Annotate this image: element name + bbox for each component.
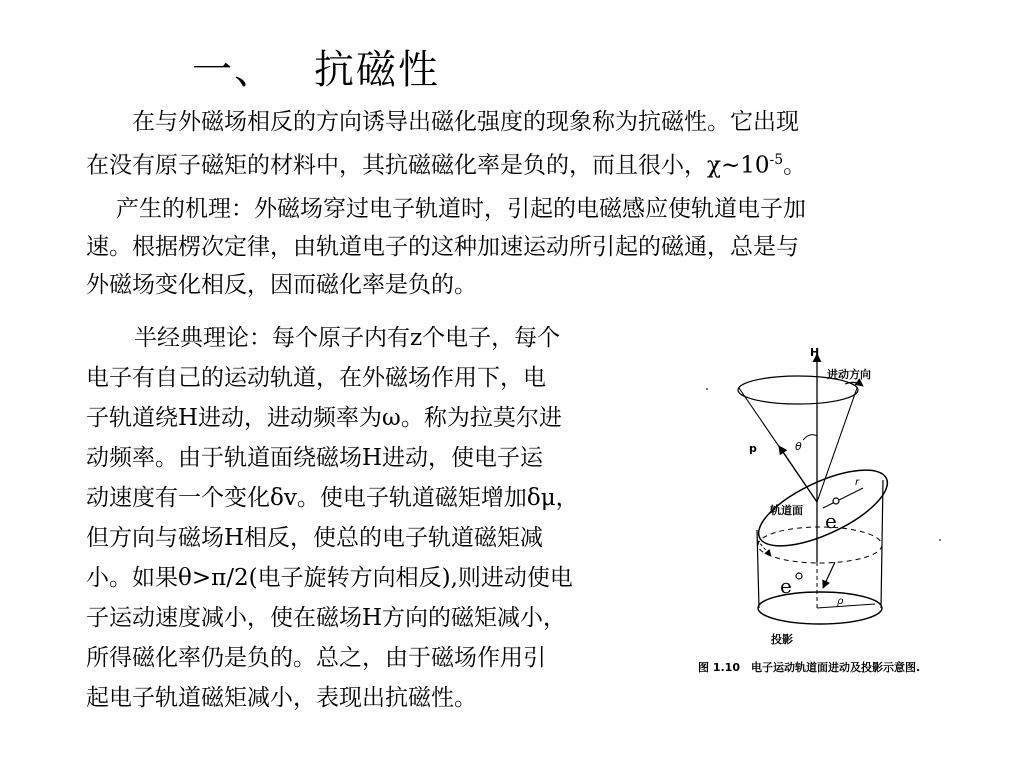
label-precession-direction: 进动方向 (827, 368, 871, 381)
paragraph-line: 动速度有一个变化δv。使电子轨道磁矩增加δμ， (86, 485, 579, 511)
paragraph-line: 子轨道绕H进动，进动频率为ω。称为拉莫尔进 (86, 405, 562, 431)
r-radius (823, 488, 863, 508)
cone-edge-right (817, 388, 857, 502)
projection-arrow-right (823, 562, 835, 588)
paragraph-line: 在与外磁场相反的方向诱导出磁化强度的现象称为抗磁性。它出现 (132, 109, 799, 135)
rho-radius (817, 604, 875, 608)
susceptibility-exponent: -5 (769, 152, 784, 168)
label-h: H (810, 346, 820, 359)
projection-dashed-ellipse (758, 527, 882, 563)
title-number: 一、 (192, 47, 276, 93)
paragraph-line: 动频率。由于轨道面绕磁场H进动，使电子运 (86, 445, 544, 471)
precession-diagram (695, 340, 985, 685)
label-rho: ρ (837, 596, 844, 607)
chi-symbol: χ (707, 152, 721, 179)
paragraph-line: 产生的机理：外磁场穿过电子轨道时，引起的电磁感应使轨道电子加 (116, 196, 806, 222)
paragraph-mechanism (86, 190, 976, 304)
label-r: r (855, 477, 860, 488)
label-projection: 投影 (771, 633, 793, 646)
paragraph-line: 小。如果θ>π/2(电子旋转方向相反),则进动使电 (86, 565, 573, 591)
paragraph-line: 起电子轨道磁矩减小，表现出抗磁性。 (86, 685, 477, 711)
paragraph-semiclassical (86, 318, 671, 718)
theta-arc (803, 435, 817, 440)
label-e-lower: e (780, 574, 792, 598)
paragraph-line: 电子有自己的运动轨道，在外磁场作用下，电 (86, 365, 546, 391)
paragraph-line: 子运动速度减小，使在磁场H方向的磁矩减小， (86, 605, 567, 631)
susceptibility-magnitude: ~10 (720, 152, 770, 179)
paragraph-line-text: 在没有原子磁矩的材料中，其抗磁磁化率是负的，而且很小， (86, 152, 707, 179)
cylinder-side-right (881, 480, 883, 608)
paragraph-line: 外磁场变化相反，因而磁化率是负的。 (86, 272, 477, 298)
title-text: 抗磁性 (314, 47, 440, 93)
paragraph-line: 所得磁化率仍是负的。总之，由于磁场作用引 (86, 645, 546, 671)
label-p: p (749, 442, 757, 455)
slide-title (192, 46, 440, 94)
electron-upper (833, 498, 839, 504)
paragraph-line (86, 141, 966, 185)
label-theta: θ (795, 440, 802, 453)
paragraph-line: 但方向与磁场H相反，使总的电子轨道磁矩减 (86, 525, 544, 551)
electron-lower (796, 573, 802, 579)
sentence-end: 。 (783, 152, 807, 179)
figure-caption: 图 1.10 电子运动轨道面进动及投影示意图. (698, 661, 921, 674)
paragraph-line: 速。根据楞次定律，由轨道电子的这种加速运动所引起的磁通，总是与 (86, 234, 799, 260)
label-orbit-plane: 轨道面 (770, 504, 803, 517)
paragraph-definition (86, 103, 966, 185)
label-e-upper: e (825, 509, 837, 533)
p-vector (779, 446, 817, 502)
paragraph-line: 半经典理论：每个原子内有z个电子，每个 (134, 325, 561, 351)
